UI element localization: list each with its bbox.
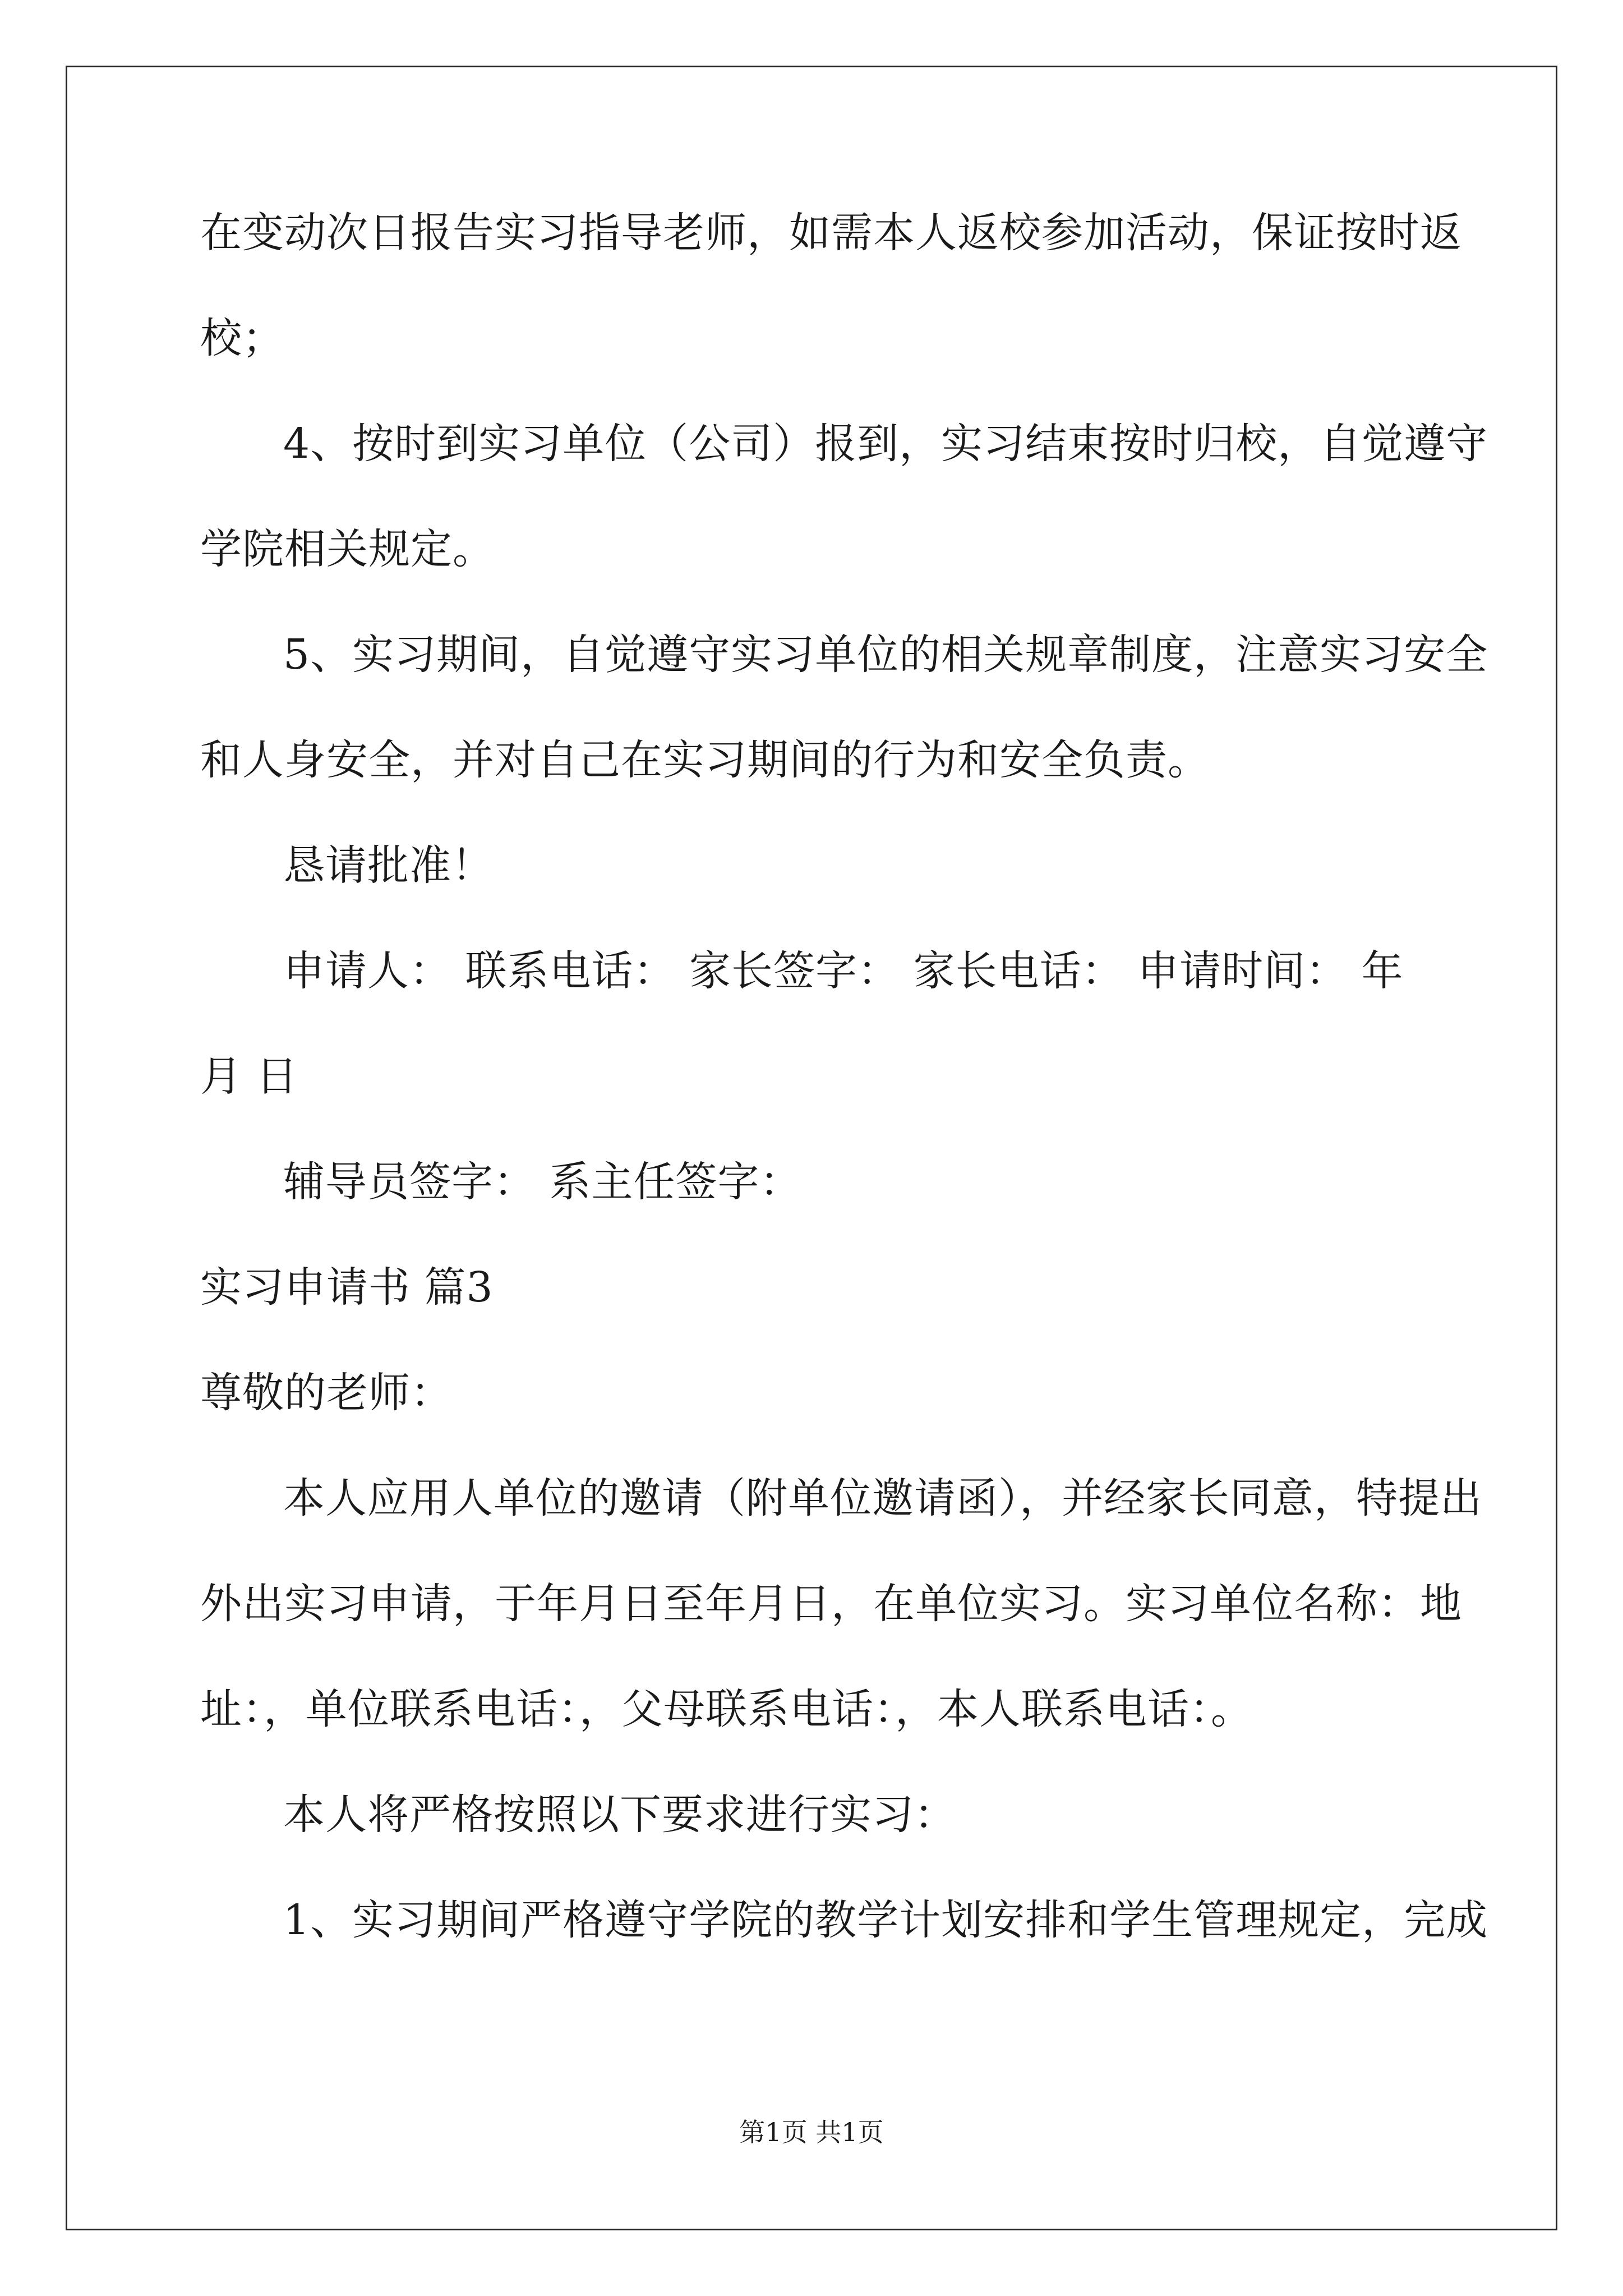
paragraph-line: 本人应用人单位的邀请（附单位邀请函），并经家长同意，特提出 <box>283 1474 1482 1522</box>
salutation: 尊敬的老师： <box>200 1369 453 1417</box>
page-number-footer: 第1页 共1页 <box>739 2117 884 2147</box>
paragraph-line: 本人将严格按照以下要求进行实习： <box>283 1791 956 1839</box>
signature-fields-line: 申请人： 联系电话： 家长签字： 家长电话： 申请时间： 年 <box>283 947 1404 995</box>
paragraph-line: 学院相关规定。 <box>200 525 495 573</box>
paragraph-line: 1、实习期间严格遵守学院的教学计划安排和学生管理规定，完成 <box>283 1896 1488 1944</box>
section-heading: 实习申请书 篇3 <box>200 1263 494 1312</box>
paragraph-line: 和人身安全，并对自己在实习期间的行为和安全负责。 <box>200 736 1210 784</box>
paragraph-line: 5、实习期间，自觉遵守实习单位的相关规章制度，注意实习安全 <box>283 631 1488 679</box>
paragraph-line: 月 日 <box>200 1052 298 1101</box>
paragraph-line: 恳请批准！ <box>283 841 494 890</box>
paragraph-line: 址：，单位联系电话：，父母联系电话：，本人联系电话：。 <box>200 1685 1253 1733</box>
paragraph-line: 4、按时到实习单位（公司）报到，实习结束按时归校，自觉遵守 <box>283 420 1488 468</box>
paragraph-line: 校； <box>200 314 284 362</box>
signature-fields-line: 辅导员签字： 系主任签字： <box>283 1158 802 1206</box>
paragraph-line: 外出实习申请，于年月日至年月日，在单位实习。实习单位名称：地 <box>200 1580 1462 1628</box>
paragraph-line: 在变动次日报告实习指导老师，如需本人返校参加活动，保证按时返 <box>200 209 1462 257</box>
